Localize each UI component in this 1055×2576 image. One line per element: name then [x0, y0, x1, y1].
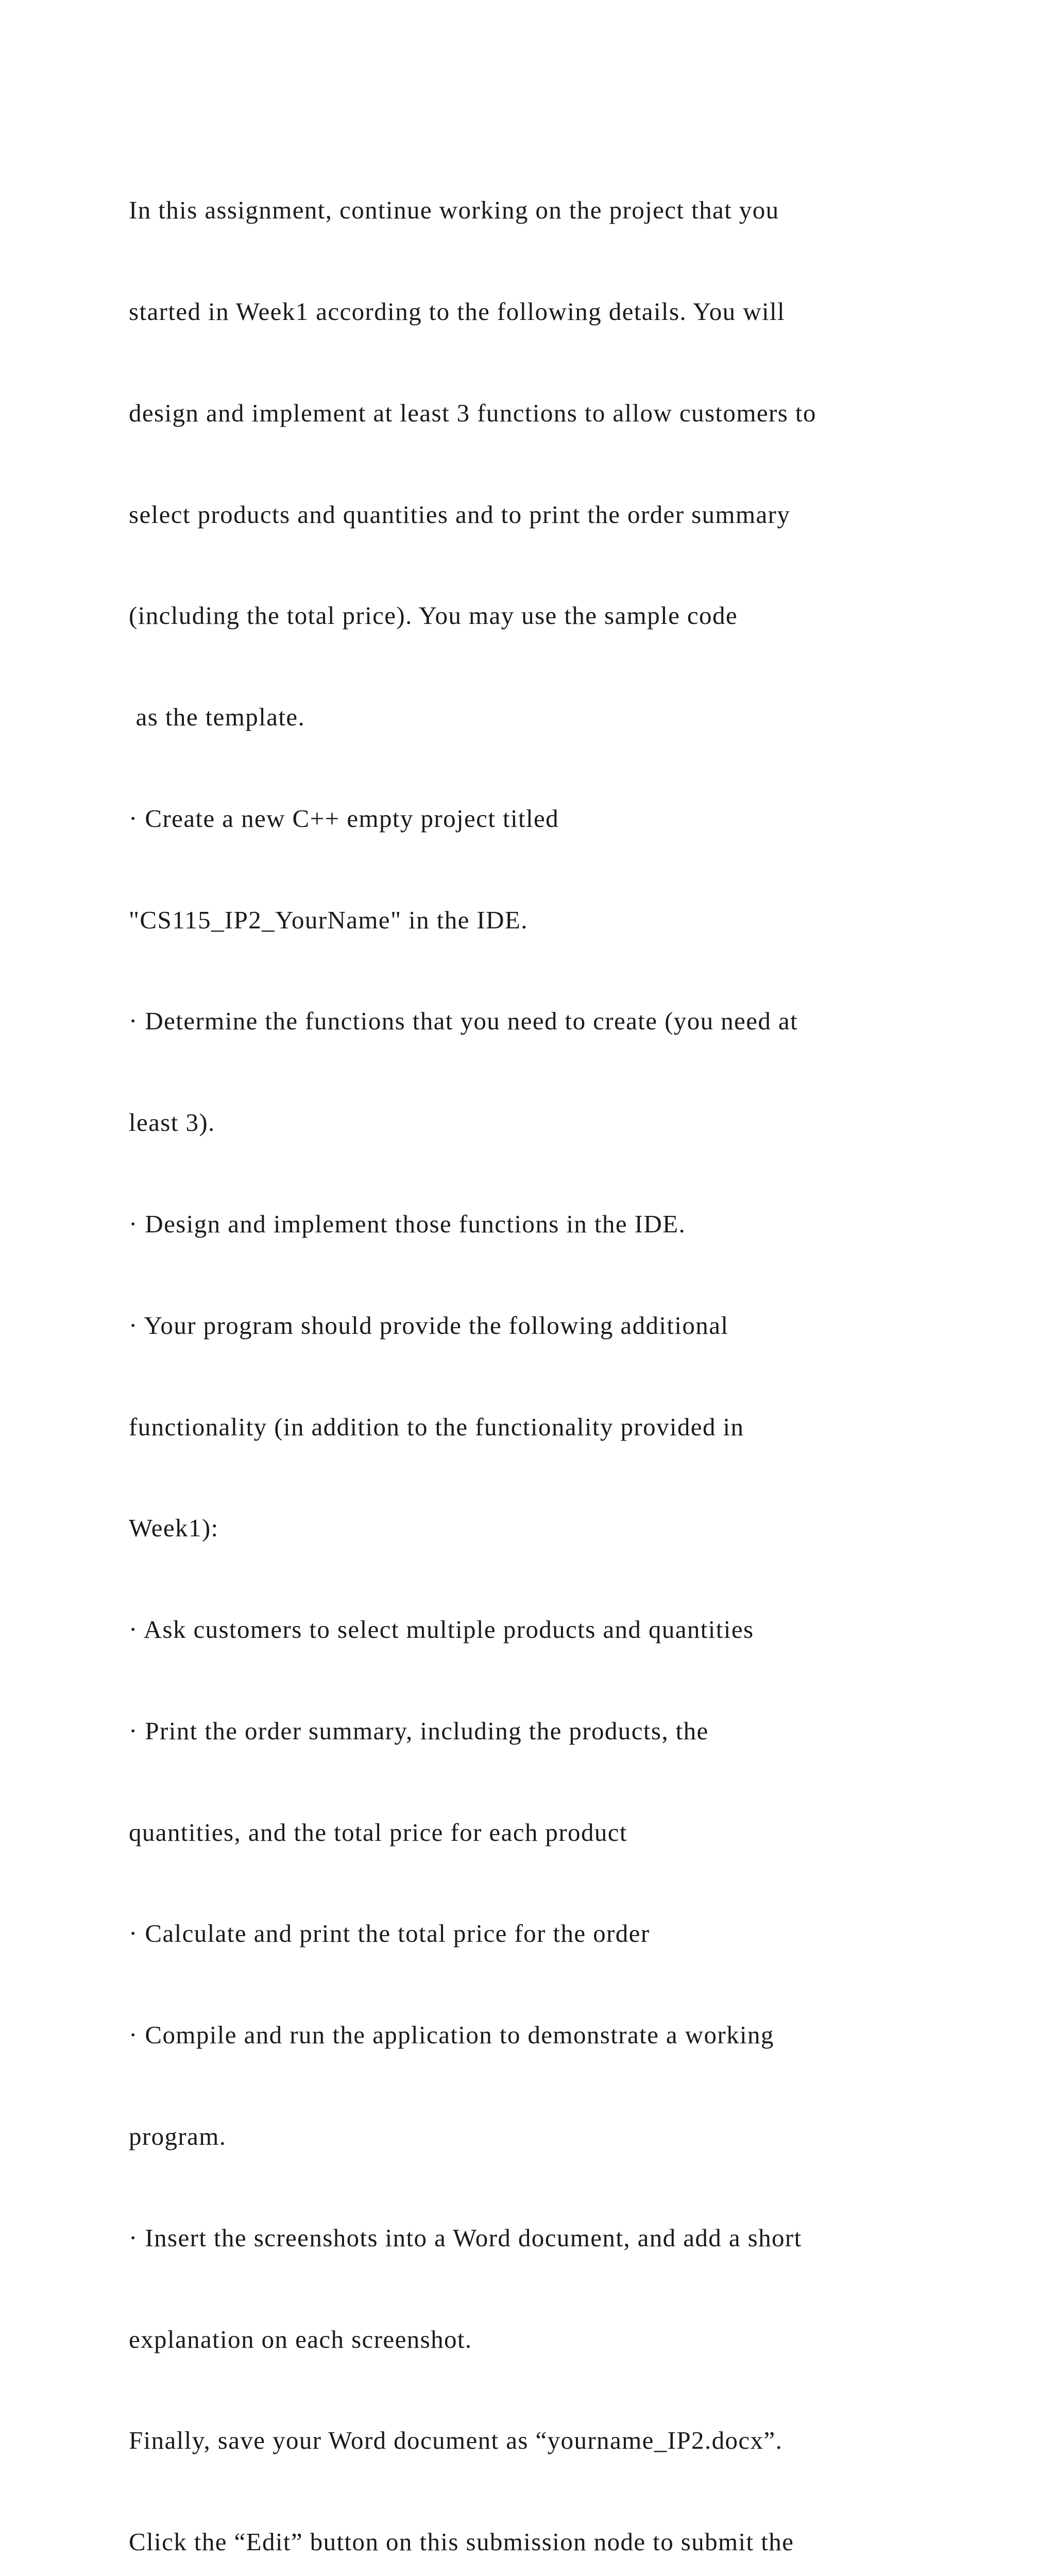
paragraph-line: Click the “Edit” button on this submission node to submit the: [129, 2528, 794, 2556]
paragraph-line: (including the total price). You may use the sample code: [129, 601, 738, 630]
bullet-item-continuation: quantities, and the total price for each product: [129, 1818, 627, 1846]
bullet-item: · Design and implement those functions in the IDE.: [129, 1210, 686, 1238]
paragraph-line: as the template.: [129, 703, 305, 732]
bullet-item: · Create a new C++ empty project titled: [129, 804, 559, 833]
bullet-item: · Print the order summary, including the products, the: [129, 1716, 709, 1745]
bullet-item-continuation: functionality (in addition to the functionality provided in: [129, 1412, 744, 1441]
paragraph-line: In this assignment, continue working on the project that you: [129, 196, 779, 225]
bullet-item: · Insert the screenshots into a Word document, and add a short: [129, 2223, 802, 2252]
bullet-item: · Calculate and print the total price for the order: [129, 1919, 650, 1948]
bullet-item-continuation: program.: [129, 2122, 227, 2151]
document-body: [129, 126, 1005, 2576]
bullet-item: · Ask customers to select multiple products and quantities: [129, 1615, 754, 1644]
bullet-item: · Determine the functions that you need to create (you need at: [129, 1007, 798, 1036]
bullet-item-continuation: explanation on each screenshot.: [129, 2325, 472, 2353]
paragraph-line: Finally, save your Word document as “yourname_IP2.docx”.: [129, 2426, 783, 2455]
paragraph-line: select products and quantities and to print the order summary: [129, 500, 791, 529]
bullet-item-continuation: least 3).: [129, 1108, 215, 1137]
bullet-item: · Compile and run the application to demonstrate a working: [129, 2021, 774, 2049]
bullet-item: · Your program should provide the following additional: [129, 1311, 729, 1340]
bullet-item-continuation: "CS115_IP2_YourName" in the IDE.: [129, 905, 528, 934]
paragraph-line: design and implement at least 3 functions to allow customers to: [129, 398, 816, 427]
paragraph-line: started in Week1 according to the following details. You will: [129, 297, 786, 326]
bullet-item-continuation: Week1):: [129, 1514, 219, 1543]
